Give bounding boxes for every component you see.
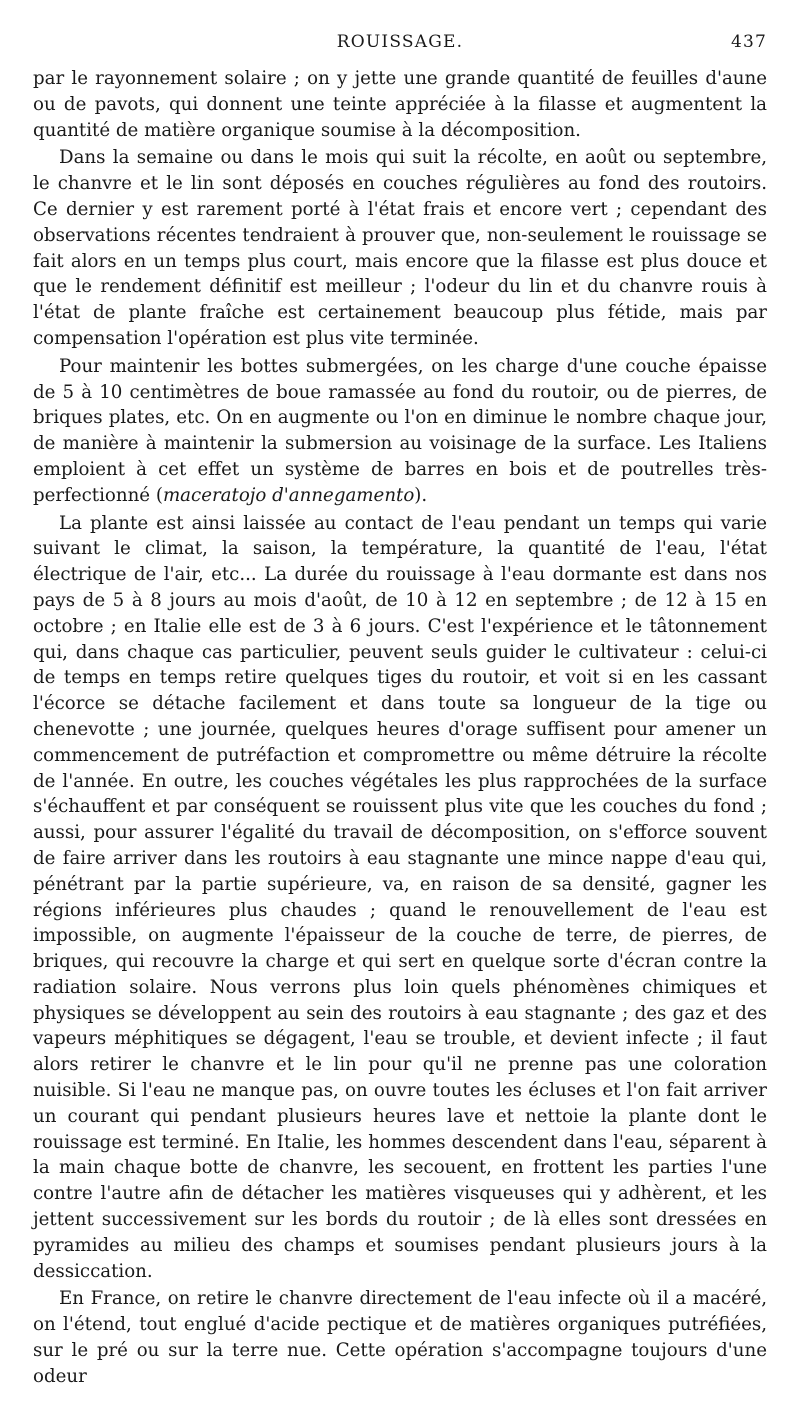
paragraph-2 xyxy=(33,145,767,351)
paragraph-text: Dans la semaine ou dans le mois qui suit la récolte, en août ou septembre, le chanvre et le lin sont déposés en couches régulières au fond des routoirs. Ce dernier y est rarement porté à l'état frais et encore vert ; cependant des observations récentes tendraient à prouver que, non-seulement le rouissage se fait alors en un temps plus court, mais encore que la filasse est plus douce et que le rendement définitif est meilleur ; l'odeur du lin et du chanvre rouis à l'état de plante fraîche est certainement beaucoup plus fétide, mais par compensation l'opération est plus vite terminée. xyxy=(33,147,767,349)
paragraph-3 xyxy=(33,354,767,509)
paragraph-text: ). xyxy=(414,484,428,506)
paragraph-1-continued xyxy=(33,66,767,143)
paragraph-text: En France, on retire le chanvre directement de l'eau infecte où il a macéré, on l'étend, tout englué d'acide pectique et de matières organiques putréfiées, sur le pré ou sur la terre nue. Cette opération s'accompagne toujours d'une odeur xyxy=(33,1288,767,1387)
paragraph-4 xyxy=(33,511,767,1285)
italic-term: maceratojo d'annegamento xyxy=(162,484,415,506)
paragraph-text: La plante est ainsi laissée au contact de l'eau pendant un temps qui varie suivant le climat, la saison, la température, la quantité de l'eau, l'état électrique de l'air, etc... La durée du rouissage à l'eau dormante est dans nos pays de 5 à 8 jours au mois d'août, de 10 à 12 en septembre ; de 12 à 15 en octobre ; en Italie elle est de 3 à 6 jours. C'est l'expérience et le tâtonnement qui, dans chaque cas particulier, peuvent seuls guider le cultivateur : celui-ci de temps en temps retire quelques tiges du routoir, et voit si en les cassant l'écorce se détache facilement et dans toute sa longueur de la tige ou chenevotte ; une journée, quelques heures d'orage suffisent pour amener un commencement de putréfaction et compromettre ou même détruire la récolte de l'année. En outre, les couches végétales les plus rapprochées de la surface s'échauffent et par conséquent se rouissent plus vite que les couches du fond ; aussi, pour assurer l'égalité du travail de décomposition, on s'efforce souvent de faire arriver dans les routoirs à eau stagnante une mince nappe d'eau qui, pénétrant par la partie supérieure, va, en raison de sa densité, gagner les régions inférieures plus chaudes ; quand le renouvellement de l'eau est impossible, on augmente l'épaisseur de la couche de terre, de pierres, de briques, qui recouvre la charge et qui sert en quelque sorte d'écran contre la radiation solaire. Nous verrons plus loin quels phénomènes chimiques et physiques se développent au sein des routoirs à eau stagnante ; des gaz et des vapeurs méphitiques se dégagent, l'eau se trouble, et devient infecte ; il faut alors retirer le chanvre et le lin pour qu'il ne prenne pas une coloration nuisible. Si l'eau ne manque pas, on ouvre toutes les écluses et l'on fait arriver un courant qui pendant plusieurs heures lave et nettoie la plante dont le rouissage est terminé. En Italie, les hommes descendent dans l'eau, séparent à la main chaque botte de chanvre, les secouent, en frottent les parties l'une contre l'autre afin de détacher les matières visqueuses qui y adhèrent, et les jettent successivement sur les bords du routoir ; de là elles sont dressées en pyramides au milieu des champs et soumises pendant plusieurs jours à la dessiccation. xyxy=(33,512,767,1282)
paragraph-text: Pour maintenir les bottes submergées, on les charge d'une couche épaisse de 5 à 10 centimètres de boue ramassée au fond du routoir, ou de pierres, de briques plates, etc. On en augmente ou l'on en diminue le nombre chaque jour, de manière à maintenir la submersion au voisinage de la surface. Les Italiens emploient à cet effet un système de barres en bois et de poutrelles très-perfectionné ( xyxy=(33,355,767,506)
page-number: 437 xyxy=(730,32,767,52)
paragraph-text: par le rayonnement solaire ; on y jette une grande quantité de feuilles d'aune ou de pavots, qui donnent une teinte appréciée à la filasse et augmentent la quantité de matière organique soumise à la décomposition. xyxy=(33,68,767,141)
body-text xyxy=(33,66,767,1390)
running-header xyxy=(33,28,767,54)
running-title: ROUISSAGE. xyxy=(336,32,464,52)
paragraph-5 xyxy=(33,1286,767,1389)
